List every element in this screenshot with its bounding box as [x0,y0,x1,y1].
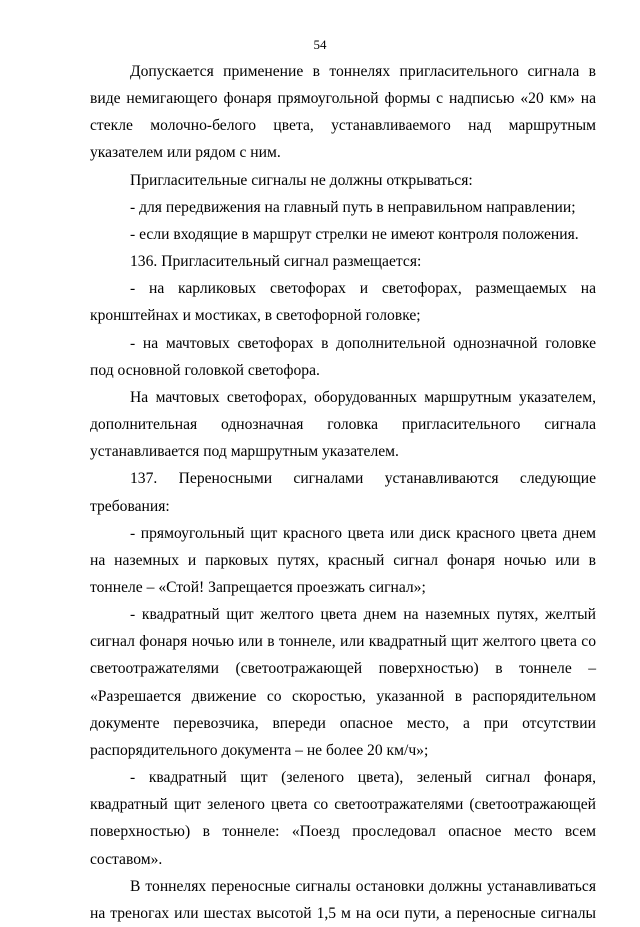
list-item-dwarf-signals: - на карликовых светофорах и светофорах, размещаемых на кронштейнах и мостиках, в светофорной головке; [90,280,596,325]
list-item-wrong-direction: - для передвижения на главный путь в неправильном направлении; [130,198,576,216]
paragraph-section-136: 136. Пригласительный сигнал размещается: [130,253,422,271]
list-item-red-signal: - прямоугольный щит красного цвета или диск красного цвета днем на наземных и парковых путях, красный сигнал фонаря ночью или в тоннеле – «Стой! Запрещается проезжать сигнал»; [90,524,596,596]
list-item-yellow-signal: - квадратный щит желтого цвета днем на наземных путях, желтый сигнал фонаря ночью или в тоннеле, или квадратный щит желтого цвета со светоотражателями (светоотражающей поверхностью) в тоннеле – «Разрешается движение со скоростью, указанной в распорядительном документе перевозчика, впереди опасное место, а при отсутствии распорядительного документа – не более 20 км/ч»; [90,606,596,759]
paragraph-tunnel-invitation-signal: Допускается применение в тоннелях пригласительного сигнала в виде немигающего фонаря прямоугольной формы с надписью «20 км» на стекле молочно-белого цвета, устанавливаемого над маршрутным указателем или рядом с ним. [90,63,596,162]
list-item-green-signal: - квадратный щит (зеленого цвета), зеленый сигнал фонаря, квадратный щит зеленого цвета со светоотражателями (светоотражающей поверхностью) в тоннеле: «Поезд проследовал опасное место всем составом». [90,769,596,868]
body-text [90,58,596,927]
page-number: 54 [313,37,327,52]
paragraph-mast-route-indicator: На мачтовых светофорах, оборудованных маршрутным указателем, дополнительная однозначная головка пригласительного сигнала устанавливается под маршрутным указателем. [90,388,596,461]
paragraph-not-open-heading: Пригласительные сигналы не должны открываться: [130,171,473,189]
paragraph-tunnel-stop-signals: В тоннелях переносные сигналы остановки должны устанавливаться на треногах или шестах высотой 1,5 м на оси пути, а переносные сигналы [90,877,596,922]
paragraph-section-137: 137. Переносными сигналами устанавливаются следующие требования: [90,470,596,515]
list-item-no-switch-control: - если входящие в маршрут стрелки не имеют контроля положения. [130,225,579,243]
list-item-mast-signals: - на мачтовых светофорах в дополнительной однозначной головке под основной головкой светофора. [90,334,596,379]
